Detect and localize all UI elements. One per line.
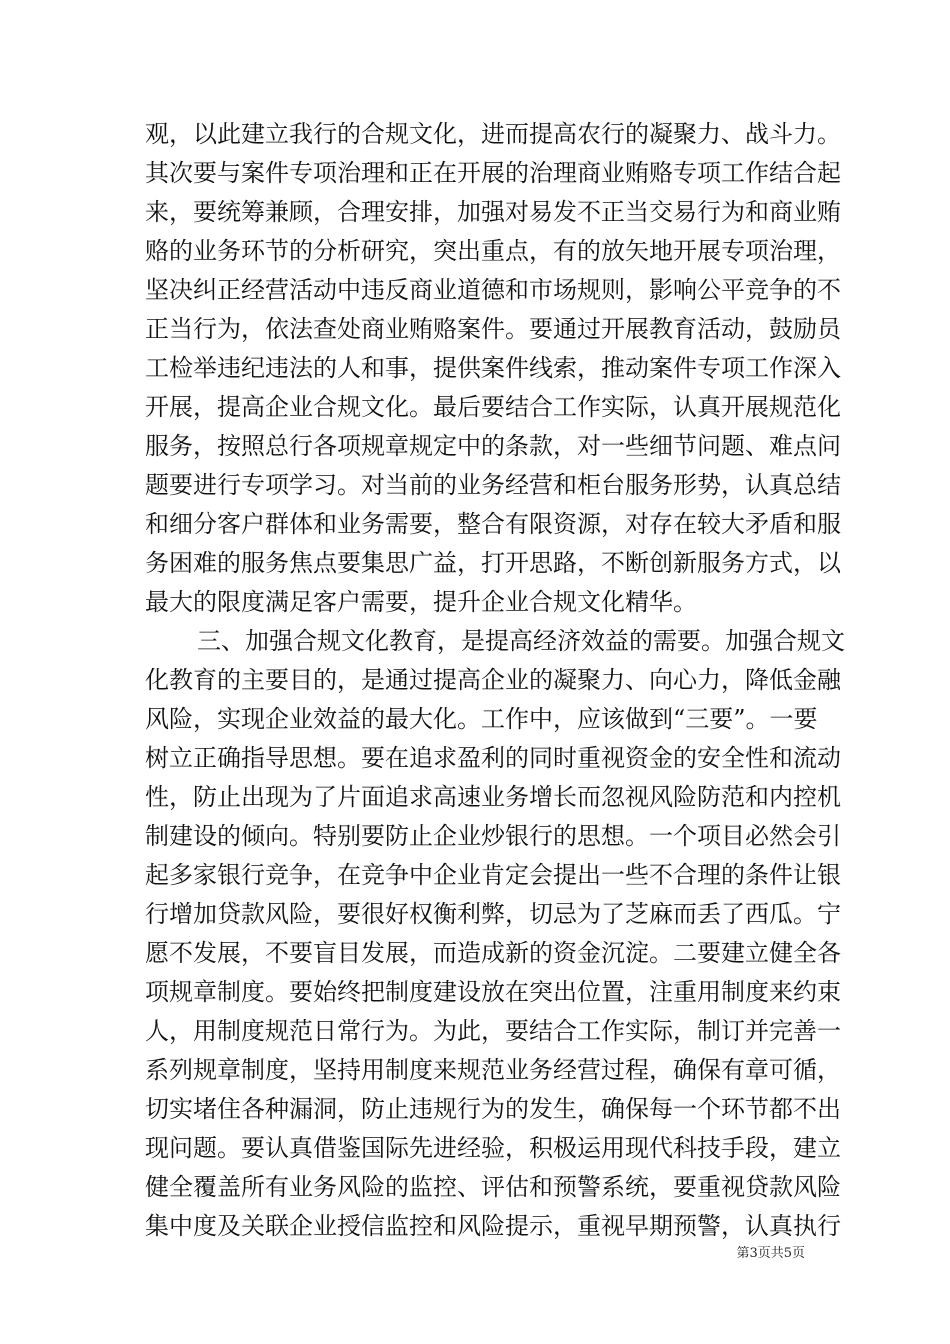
text-line: 切实堵住各种漏洞，防止违规行为的发生，确保每一个环节都不出 (145, 1095, 841, 1123)
text-line: 健全覆盖所有业务风险的监控、评估和预警系统，要重视贷款风险 (145, 1173, 841, 1201)
text-line: 来，要统筹兼顾，合理安排，加强对易发不正当交易行为和商业贿 (145, 198, 841, 226)
paragraph-last-line: 最大的限度满足客户需要，提升企业合规文化精华。 (145, 588, 697, 616)
text-line: 人，用制度规范日常行为。为此，要结合工作实际，制订并完善一 (145, 1017, 841, 1045)
text-line: 观，以此建立我行的合规文化，进而提高农行的凝聚力、战斗力。 (145, 120, 841, 148)
text-line: 赂的业务环节的分析研究，突出重点，有的放矢地开展专项治理， (145, 237, 841, 265)
text-line: 服务，按照总行各项规章规定中的条款，对一些细节问题、难点问 (145, 432, 841, 460)
text-line: 工检举违纪违法的人和事，提供案件线索，推动案件专项工作深入 (145, 354, 841, 382)
text-line: 题要进行专项学习。对当前的业务经营和柜台服务形势，认真总结 (145, 471, 841, 499)
text-line: 和细分客户群体和业务需要，整合有限资源，对存在较大矛盾和服 (145, 510, 841, 538)
text-line: 愿不发展，不要盲目发展，而造成新的资金沉淀。二要建立健全各 (145, 939, 841, 967)
text-line: 现问题。要认真借鉴国际先进经验，积极运用现代科技手段，建立 (145, 1134, 841, 1162)
text-line: 树立正确指导思想。要在追求盈利的同时重视资金的安全性和流动 (145, 744, 841, 772)
text-line: 化教育的主要目的，是通过提高企业的凝聚力、向心力，降低金融 (145, 666, 841, 694)
text-line: 开展，提高企业合规文化。最后要结合工作实际，认真开展规范化 (145, 393, 841, 421)
paragraph-first-line: 三、加强合规文化教育，是提高经济效益的需要。加强合规文 (197, 627, 845, 655)
text-line: 集中度及关联企业授信监控和风险提示，重视早期预警，认真执行 (145, 1212, 841, 1240)
text-line: 其次要与案件专项治理和正在开展的治理商业贿赂专项工作结合起 (145, 159, 841, 187)
text-line: 起多家银行竞争，在竞争中企业肯定会提出一些不合理的条件让银 (145, 861, 841, 889)
text-line: 正当行为，依法查处商业贿赂案件。要通过开展教育活动，鼓励员 (145, 315, 841, 343)
text-line: 制建设的倾向。特别要防止企业炒银行的思想。一个项目必然会引 (145, 822, 841, 850)
text-line: 系列规章制度，坚持用制度来规范业务经营过程，确保有章可循， (145, 1056, 841, 1084)
text-line: 务困难的服务焦点要集思广益，打开思路，不断创新服务方式，以 (145, 549, 841, 577)
text-line: 项规章制度。要始终把制度建设放在突出位置，注重用制度来约束 (145, 978, 841, 1006)
text-line: 风险，实现企业效益的最大化。工作中，应该做到“三要”。一要 (145, 705, 818, 733)
text-line: 坚决纠正经营活动中违反商业道德和市场规则，影响公平竞争的不 (145, 276, 841, 304)
page-number: 第3页共5页 (736, 1246, 805, 1261)
text-line: 行增加贷款风险，要很好权衡利弊，切忌为了芝麻而丢了西瓜。宁 (145, 900, 841, 928)
text-line: 性，防止出现为了片面追求高速业务增长而忽视风险防范和内控机 (145, 783, 841, 811)
